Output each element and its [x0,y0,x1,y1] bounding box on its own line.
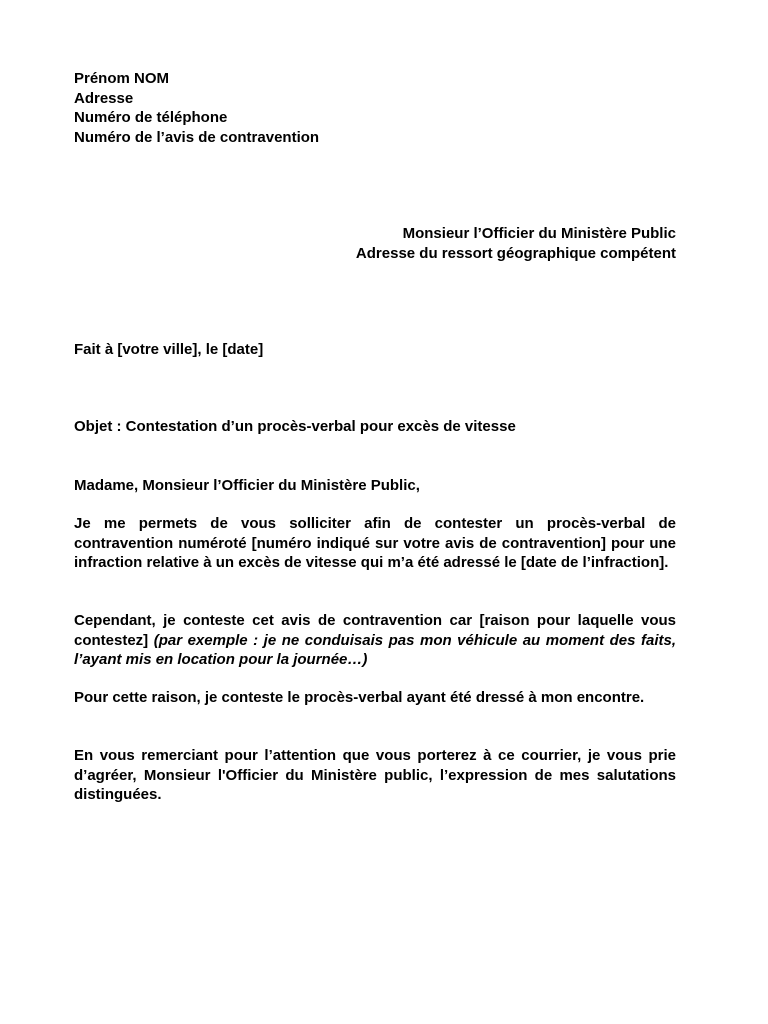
recipient-address: Adresse du ressort géographique compétent [355,244,676,262]
paragraph-request [74,514,676,573]
sender-address: Adresse [74,89,134,107]
sender-block [74,69,319,147]
paragraph-request-text: Je me permets de vous solliciter afin de contester un procès-verbal de contravention numéroté [numéro indiqué sur votre avis de contravention] pour une infraction relative à un excès de vitesse qui m’a été adressé le [date de l’infraction]. [74,515,676,571]
sender-phone: Numéro de téléphone [74,109,228,126]
date-line: Fait à [votre ville], le [date] [74,341,264,358]
subject-line: Objet : Contestation d’un procès-verbal pour excès de vitesse [74,418,516,435]
recipient-title: Monsieur l’Officier du Ministère Public [402,225,676,242]
salutation: Madame, Monsieur l’Officier du Ministère Public, [74,477,420,494]
paragraph-reason [74,611,676,670]
recipient-block [356,224,676,263]
sender-name: Prénom NOM [74,70,170,87]
paragraph-conclusion [74,688,676,708]
paragraph-closing [74,746,676,805]
sender-notice-number: Numéro de l’avis de contravention [74,128,320,146]
paragraph-reason-example: (par exemple : je ne conduisais pas mon véhicule au moment des faits, l’ayant mis en location pour la journée…) [74,631,676,668]
paragraph-conclusion-text: Pour cette raison, je conteste le procès-verbal ayant été dressé à mon encontre. [74,689,645,706]
paragraph-closing-text: En vous remerciant pour l’attention que vous porterez à ce courrier, je vous prie d’agréer, Monsieur l'Officier du Ministère public, l’expression de mes salutations distinguées. [74,747,676,803]
paragraph-reason-text: Cependant, je conteste cet avis de contravention car [raison pour laquelle vous contestez] [74,612,676,649]
